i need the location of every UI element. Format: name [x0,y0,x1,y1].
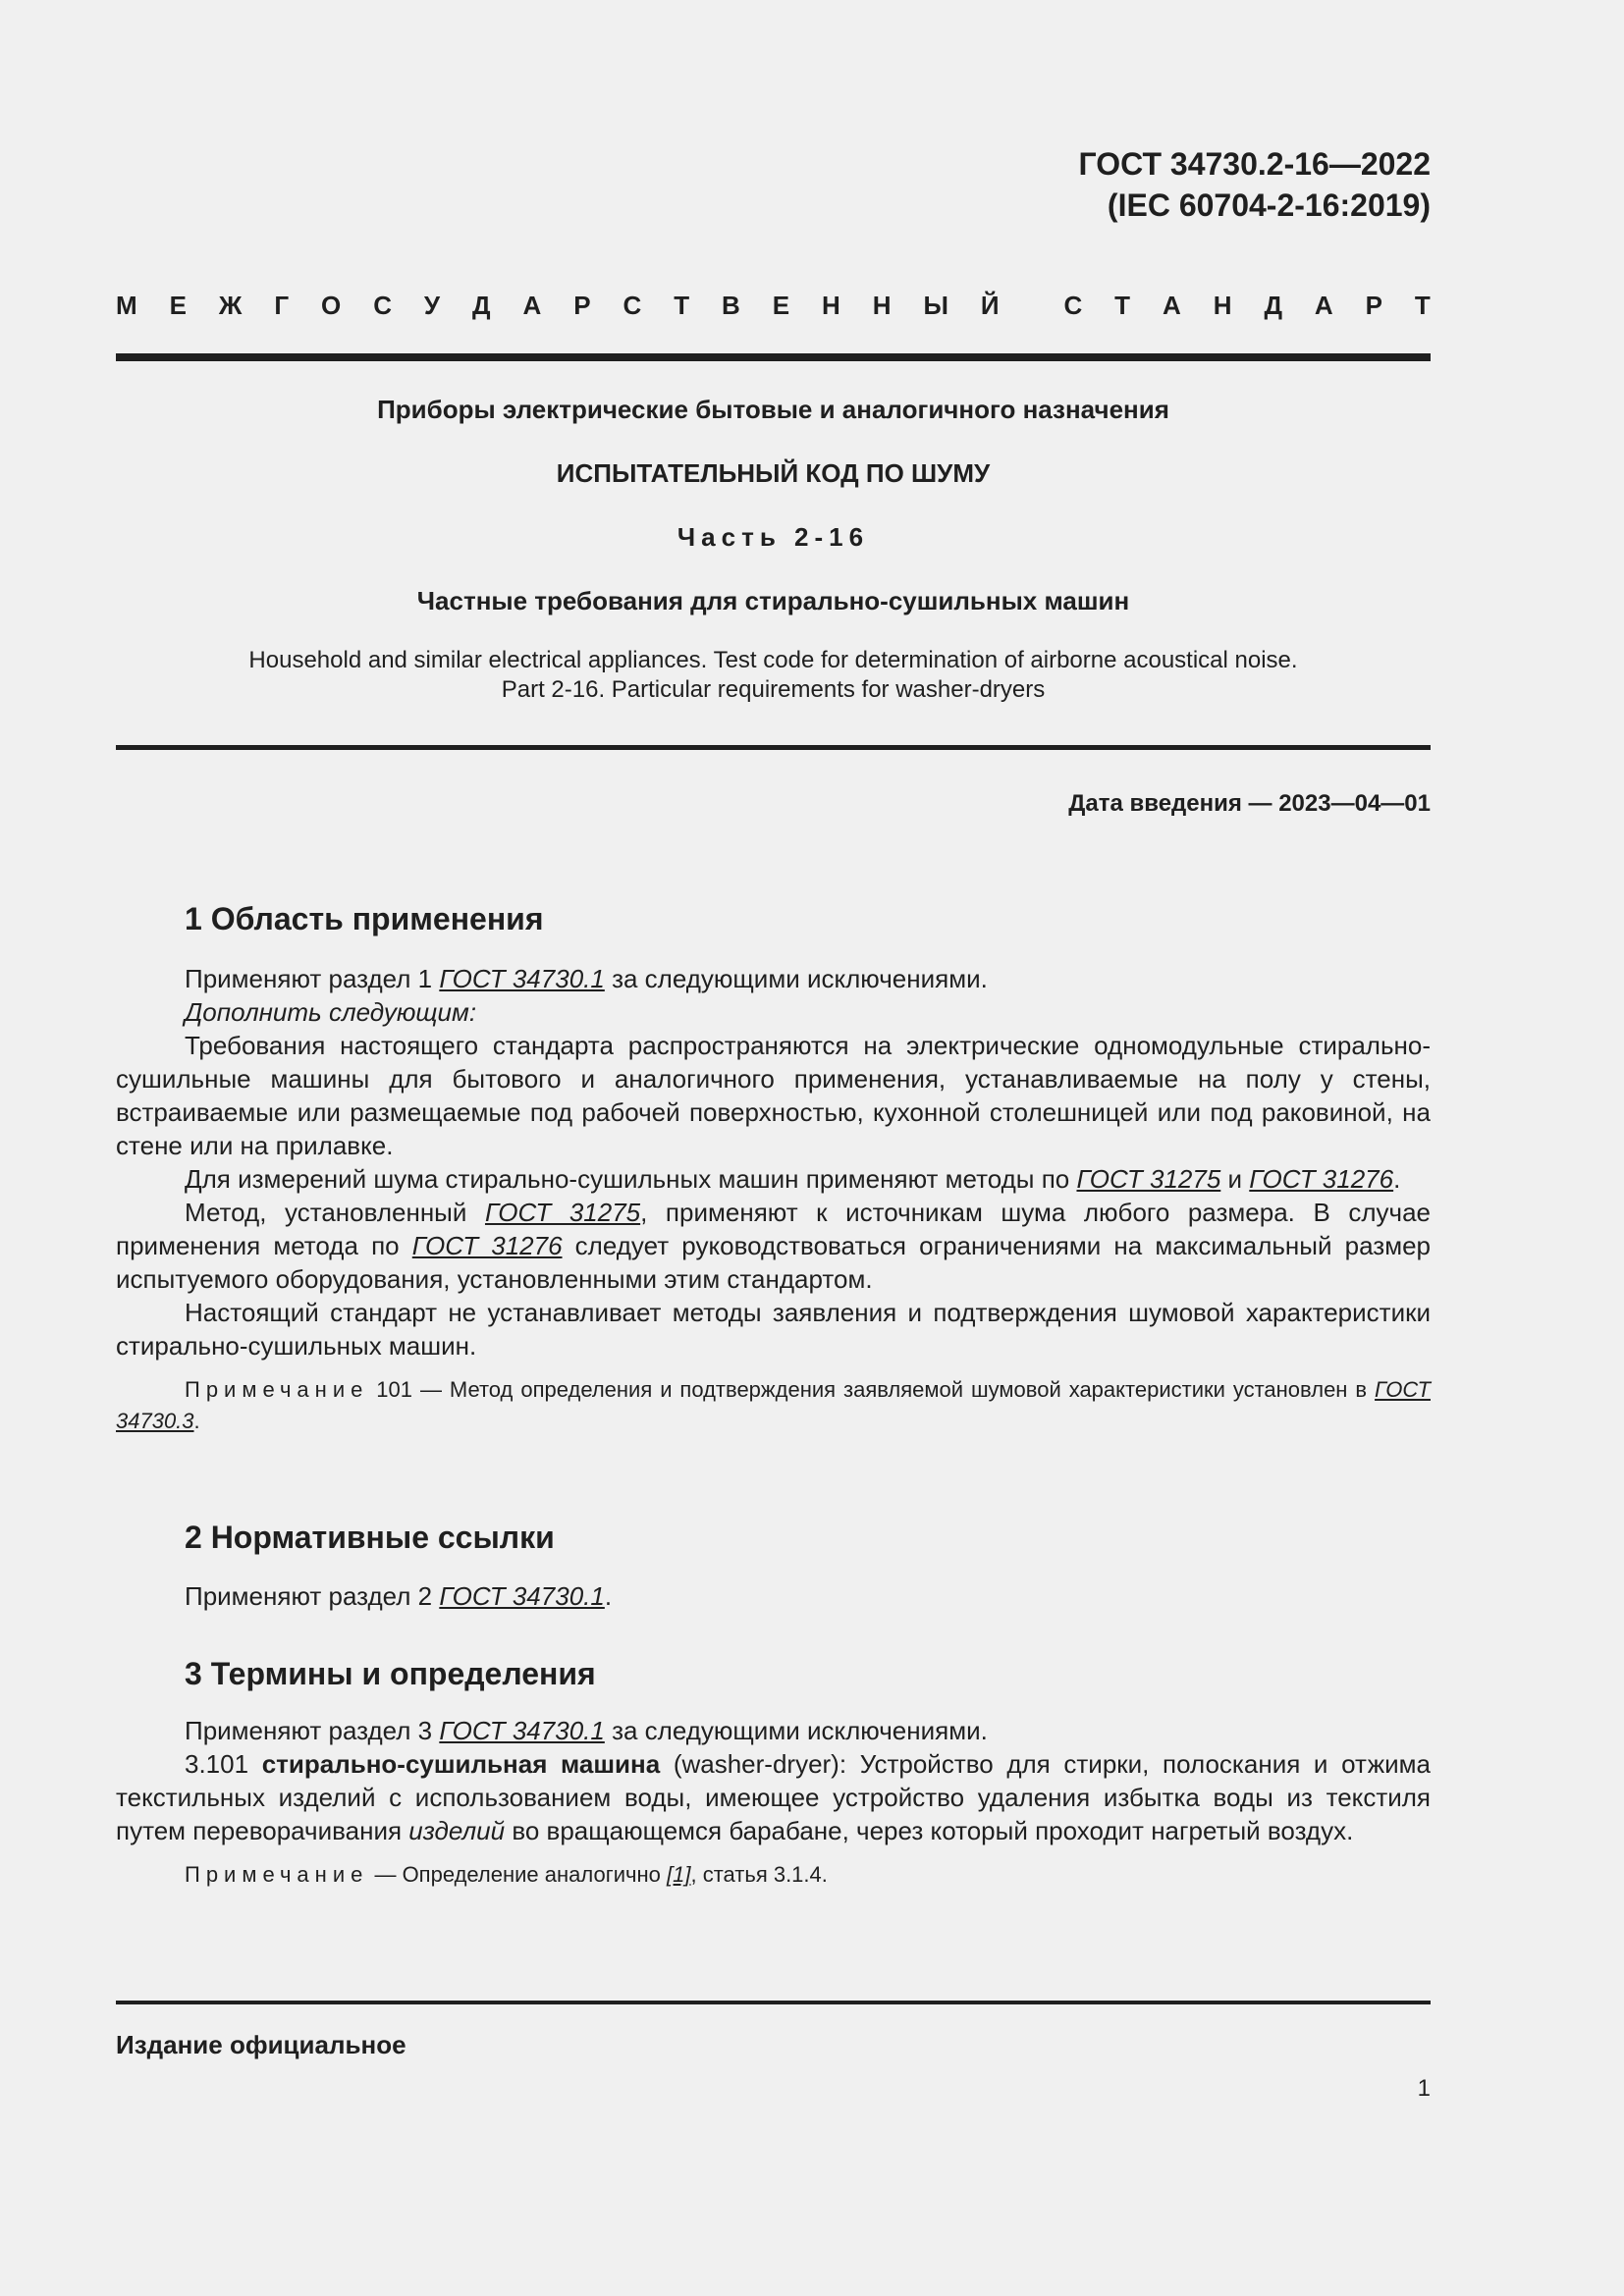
official-edition-label: Издание официальное [116,2030,406,2059]
iec-number: (IEC 60704-2-16:2019) [1107,187,1431,223]
standard-type-letter: Н [1213,291,1232,320]
link-gost-31275[interactable]: ГОСТ 31275 [1076,1164,1221,1194]
section-1-body [116,962,1431,1437]
standard-type-letter: Н [872,291,892,320]
standard-type-letter: А [522,291,542,320]
standard-type-letter: О [321,291,342,320]
link-gost-34730-3[interactable]: ГОСТ 34730.3 [116,1377,1431,1433]
section-3-body [116,1714,1431,1891]
english-title [116,646,1431,705]
english-title-line-1: Household and similar electrical appliances. Test code for determination of airborne acoustical noise. [248,647,1298,673]
standard-type-letter: Т [1414,291,1431,320]
section-1-para-3: Требования настоящего стандарта распространяются на электрические одномодульные стирально-сушильные машины для бытового и аналогичного применения, устанавливаемые на полу у стены, встраиваемые или размещаемые под рабочей поверхностью, кухонной столешницей или под раковиной, на стене или на прилавке. [116,1031,1431,1160]
section-2-body [116,1579,1431,1613]
standard-type-letter: Т [1114,291,1131,320]
standard-type-letter: А [1314,291,1333,320]
title-line-1: Приборы электрические бытовые и аналогичного назначения [377,395,1169,424]
page-number: 1 [1417,2075,1431,2102]
title-line-2: ИСПЫТАТЕЛЬНЫЙ КОД ПО ШУМУ [556,458,991,488]
standard-type-letter: Ы [923,291,948,320]
standard-type-letter: С [623,291,642,320]
standard-type-letter: С [1063,291,1083,320]
standard-type-letter: Р [573,291,591,320]
note-label: Примечание [185,1862,369,1887]
section-1-note: Примечание 101 — Метод определения и подтверждения заявляемой шумовой характеристики установлен в ГОСТ 34730.3. [116,1377,1431,1433]
standard-type-letter: Р [1365,291,1382,320]
link-gost-31276[interactable]: ГОСТ 31276 [1249,1164,1394,1194]
title-bottom-rule [116,745,1431,750]
link-bibliography-1[interactable]: [1] [667,1862,691,1887]
standard-type-letter: Т [674,291,690,320]
footer-rule [116,2001,1431,2004]
link-gost-31276[interactable]: ГОСТ 31276 [411,1231,563,1260]
section-3-heading: 3 Термины и определения [185,1656,596,1691]
top-rule [116,353,1431,361]
standard-type-letter: Ж [218,291,243,320]
section-1-para-1: Применяют раздел 1 ГОСТ 34730.1 за следующими исключениями. [185,964,988,993]
title-line-4: Частные требования для стирально-сушильных машин [416,586,1130,615]
section-1-para-4: Для измерений шума стирально-сушильных машин применяют методы по ГОСТ 31275 и ГОСТ 31276. [185,1164,1401,1194]
standard-type-letter: Д [472,291,491,320]
standard-type-letter: Н [822,291,840,320]
standard-type-letter: С [373,291,392,320]
section-2-heading: 2 Нормативные ссылки [185,1520,555,1555]
section-1-para-6: Настоящий стандарт не устанавливает методы заявления и подтверждения шумовой характеристики стирально-сушильных машин. [116,1298,1431,1361]
section-3-term-definition: 3.101 стирально-сушильная машина (washer-dryer): Устройство для стирки, полоскания и отжима текстильных изделий с использованием воды, имеющее устройство удаления избытка воды из текстиля путем переворачивания изделий во вращающемся барабане, через который проходит нагретый воздух. [116,1749,1431,1845]
standard-type-letter: М [116,291,137,320]
link-gost-34730-1[interactable]: ГОСТ 34730.1 [439,964,605,993]
standard-type-letter: Е [169,291,187,320]
standard-type-letter: Е [772,291,790,320]
standard-type-letter: А [1163,291,1181,320]
link-gost-34730-1[interactable]: ГОСТ 34730.1 [439,1581,605,1611]
date-of-introduction: Дата введения — 2023—04—01 [1068,790,1431,817]
section-3-note: Примечание — Определение аналогично [1], статья 3.1.4. [185,1862,828,1887]
title-part: Часть 2-16 [677,522,870,552]
term-washer-dryer: стирально-сушильная машина [261,1749,661,1779]
english-title-line-2: Part 2-16. Particular requirements for washer-dryers [501,676,1046,703]
standard-type-letter: Г [274,291,290,320]
standard-type-letter: У [423,291,441,320]
link-gost-34730-1[interactable]: ГОСТ 34730.1 [439,1716,605,1745]
standard-code-block [1079,143,1431,226]
section-1-para-5: Метод, установленный ГОСТ 31275, применяют к источникам шума любого размера. В случае применения метода по ГОСТ 31276 следует руководствоваться ограничениями на максимальный размер испытуемого оборудования, установленными этим стандартом. [116,1198,1431,1294]
section-1-heading: 1 Область применения [185,901,544,936]
standard-type-letter: В [722,291,740,320]
standard-type-heading [116,291,1431,321]
section-2-para-1: Применяют раздел 2 ГОСТ 34730.1. [185,1581,613,1611]
standard-type-letter: Й [980,291,1000,320]
section-1-para-2: Дополнить следующим: [185,997,477,1027]
note-label: Примечание [185,1377,369,1402]
standard-number: ГОСТ 34730.2-16—2022 [1078,146,1431,182]
link-gost-31275[interactable]: ГОСТ 31275 [484,1198,641,1227]
standard-type-letter: Д [1264,291,1282,320]
section-3-para-1: Применяют раздел 3 ГОСТ 34730.1 за следующими исключениями. [185,1716,988,1745]
